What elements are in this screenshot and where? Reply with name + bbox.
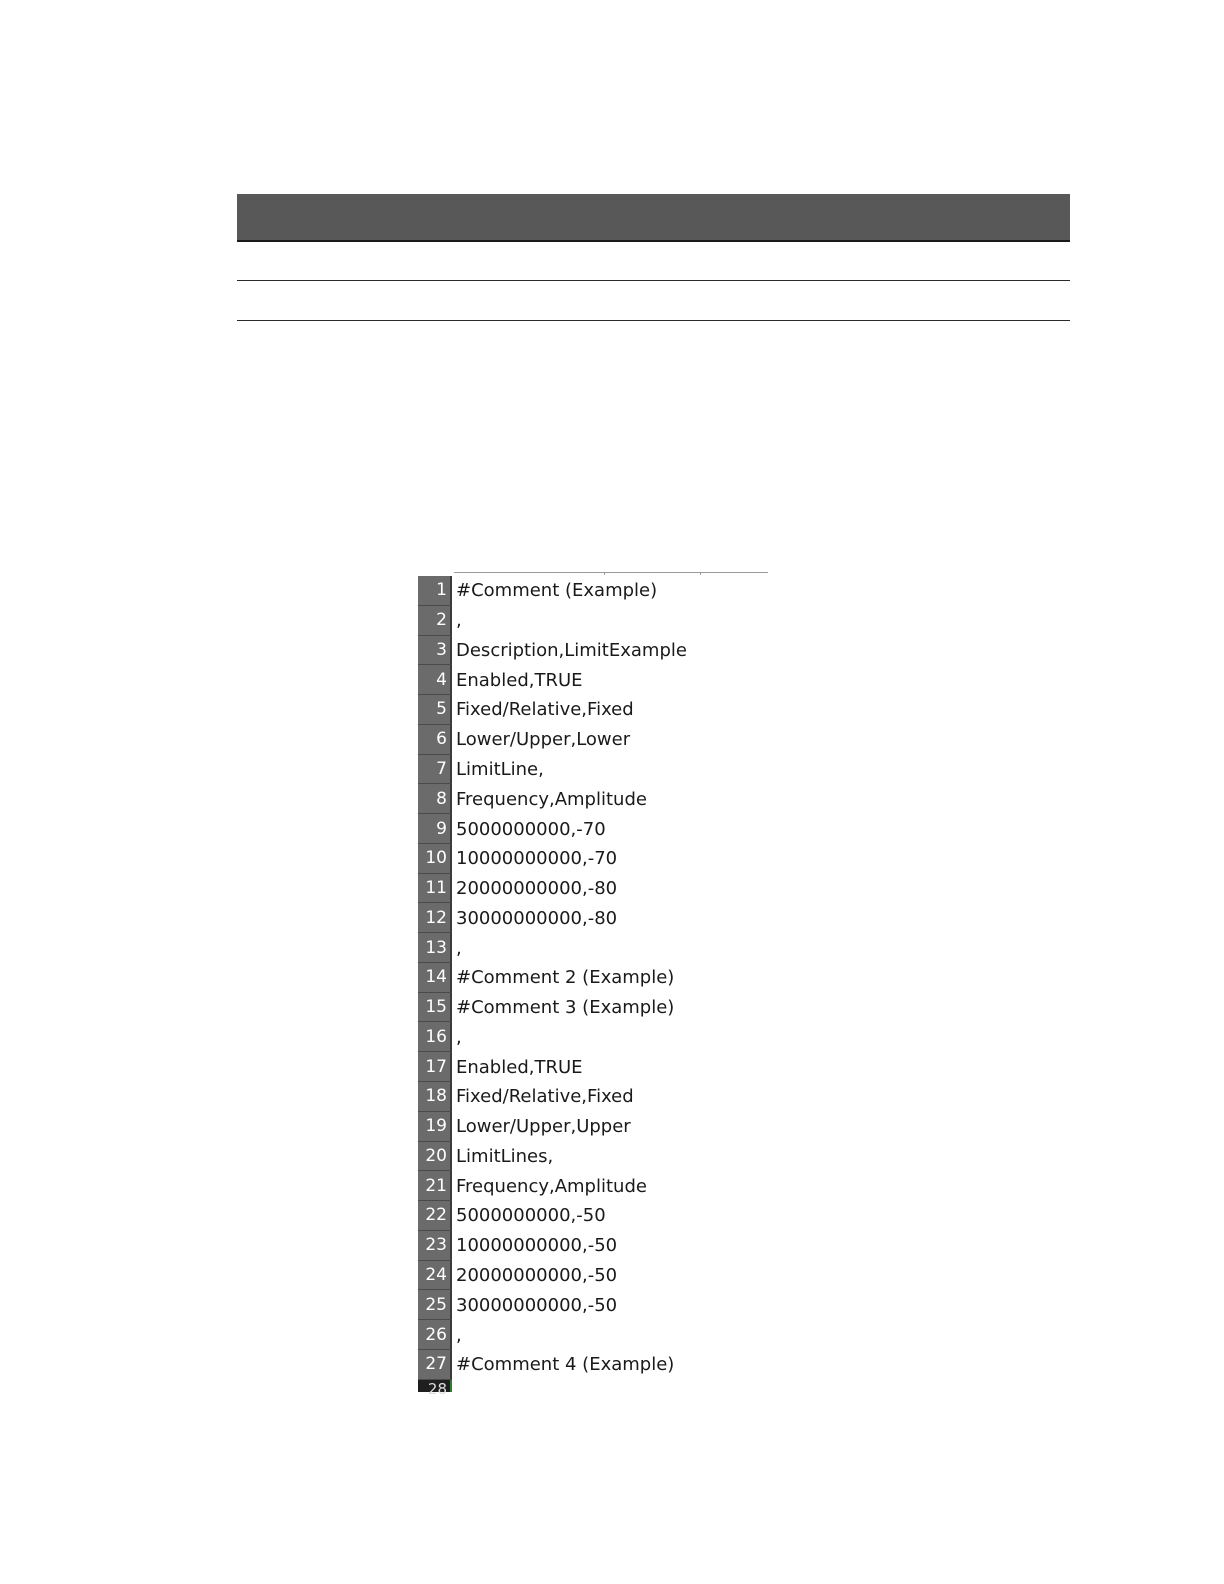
sheet-row xyxy=(418,1022,687,1052)
sheet-row xyxy=(418,1112,687,1142)
row-number[interactable]: 1 xyxy=(418,576,452,606)
row-number[interactable]: 3 xyxy=(418,636,452,666)
sheet-row xyxy=(418,576,687,606)
sheet-row xyxy=(418,1350,687,1380)
row-number[interactable]: 27 xyxy=(418,1350,452,1380)
cell-a[interactable]: Description,LimitExample xyxy=(456,639,687,661)
row-number[interactable]: 15 xyxy=(418,993,452,1023)
sheet-row xyxy=(418,963,687,993)
row-number[interactable]: 16 xyxy=(418,1022,452,1052)
column-border xyxy=(454,572,768,573)
cell-a[interactable]: Enabled,TRUE xyxy=(456,1056,583,1078)
sheet-row-selected xyxy=(418,1380,687,1392)
sheet-rows xyxy=(418,576,687,1392)
row-number[interactable]: 5 xyxy=(418,695,452,725)
row-number[interactable]: 24 xyxy=(418,1261,452,1291)
row-number[interactable]: 17 xyxy=(418,1052,452,1082)
row-number[interactable]: 11 xyxy=(418,874,452,904)
column-divider xyxy=(700,572,701,575)
sheet-row xyxy=(418,814,687,844)
cell-a[interactable]: Frequency,Amplitude xyxy=(456,788,647,810)
cell-a[interactable]: Fixed/Relative,Fixed xyxy=(456,699,634,721)
row-number[interactable]: 20 xyxy=(418,1142,452,1172)
row-number[interactable]: 2 xyxy=(418,606,452,636)
table-header-rule xyxy=(237,240,1070,242)
sheet-row xyxy=(418,1171,687,1201)
cell-a[interactable]: , xyxy=(456,937,462,959)
sheet-row xyxy=(418,636,687,666)
row-number[interactable]: 18 xyxy=(418,1082,452,1112)
table-row-divider xyxy=(237,320,1070,321)
sheet-row xyxy=(418,993,687,1023)
column-divider xyxy=(604,572,605,575)
cell-a[interactable]: LimitLine, xyxy=(456,758,544,780)
sheet-row xyxy=(418,695,687,725)
row-number[interactable]: 4 xyxy=(418,665,452,695)
row-number[interactable]: 13 xyxy=(418,933,452,963)
cell-a[interactable]: 20000000000,-50 xyxy=(456,1264,618,1286)
cell-a[interactable]: LimitLines, xyxy=(456,1145,554,1167)
spreadsheet-screenshot xyxy=(418,572,770,1394)
row-number[interactable]: 14 xyxy=(418,963,452,993)
cell-a[interactable]: 10000000000,-70 xyxy=(456,848,618,870)
row-number[interactable]: 26 xyxy=(418,1320,452,1350)
sheet-row xyxy=(418,1290,687,1320)
sheet-row xyxy=(418,1201,687,1231)
row-number[interactable]: 9 xyxy=(418,814,452,844)
row-number-selected[interactable]: 28 xyxy=(418,1380,452,1392)
row-number[interactable]: 19 xyxy=(418,1112,452,1142)
cell-a[interactable]: 30000000000,-50 xyxy=(456,1294,618,1316)
row-number[interactable]: 8 xyxy=(418,784,452,814)
sheet-row xyxy=(418,844,687,874)
sheet-row xyxy=(418,665,687,695)
cell-a[interactable]: #Comment 3 (Example) xyxy=(456,997,675,1019)
row-number[interactable]: 25 xyxy=(418,1290,452,1320)
sheet-row xyxy=(418,784,687,814)
cell-a[interactable]: #Comment (Example) xyxy=(456,580,658,602)
row-number[interactable]: 7 xyxy=(418,755,452,785)
cell-a[interactable]: 5000000000,-70 xyxy=(456,818,606,840)
row-number[interactable]: 21 xyxy=(418,1171,452,1201)
cell-a[interactable]: 30000000000,-80 xyxy=(456,907,618,929)
table-header-bar xyxy=(237,194,1070,240)
row-number[interactable]: 6 xyxy=(418,725,452,755)
sheet-row xyxy=(418,725,687,755)
cell-a[interactable]: 10000000000,-50 xyxy=(456,1235,618,1257)
sheet-row xyxy=(418,933,687,963)
cell-a[interactable]: , xyxy=(456,610,462,632)
cell-a[interactable]: 20000000000,-80 xyxy=(456,878,618,900)
sheet-row xyxy=(418,1320,687,1350)
cell-a[interactable]: #Comment 4 (Example) xyxy=(456,1354,675,1376)
sheet-row xyxy=(418,1052,687,1082)
sheet-row xyxy=(418,1142,687,1172)
row-number[interactable]: 10 xyxy=(418,844,452,874)
cell-a[interactable]: Frequency,Amplitude xyxy=(456,1175,647,1197)
sheet-row xyxy=(418,606,687,636)
sheet-row xyxy=(418,903,687,933)
cell-a[interactable]: , xyxy=(456,1324,462,1346)
cell-a[interactable]: Fixed/Relative,Fixed xyxy=(456,1086,634,1108)
cell-a[interactable]: #Comment 2 (Example) xyxy=(456,967,675,989)
cell-a[interactable]: Lower/Upper,Upper xyxy=(456,1116,631,1138)
sheet-row xyxy=(418,1261,687,1291)
cell-a[interactable]: Enabled,TRUE xyxy=(456,669,583,691)
sheet-row xyxy=(418,755,687,785)
table-row-divider xyxy=(237,280,1070,281)
sheet-row xyxy=(418,1082,687,1112)
sheet-row xyxy=(418,1231,687,1261)
cell-a[interactable]: , xyxy=(456,1026,462,1048)
sheet-row xyxy=(418,874,687,904)
cell-a[interactable]: 5000000000,-50 xyxy=(456,1205,606,1227)
row-number[interactable]: 23 xyxy=(418,1231,452,1261)
row-number[interactable]: 22 xyxy=(418,1201,452,1231)
row-number[interactable]: 12 xyxy=(418,903,452,933)
cell-a[interactable]: Lower/Upper,Lower xyxy=(456,729,631,751)
